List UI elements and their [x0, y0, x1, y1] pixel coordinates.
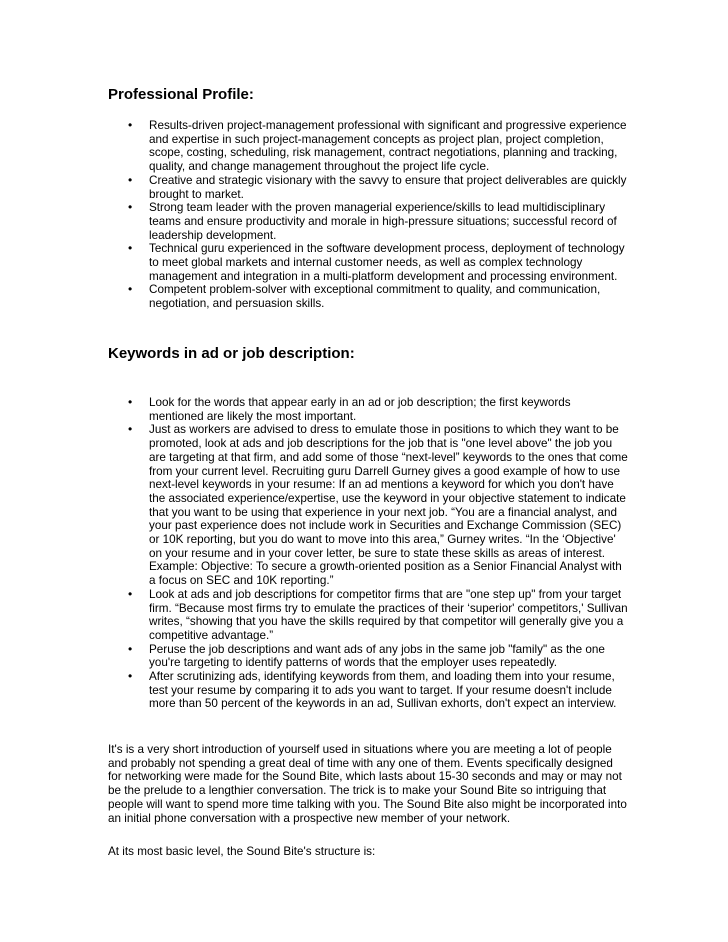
list-item [108, 174, 628, 201]
sound-bite-intro-paragraph: It's is a very short introduction of yourself used in situations where you are meeting a lot of people and probably not spending a great deal of time with any one of them. Events specifically designed for networking were made for the Sound Bite, which lasts about 15-30 seconds and may or may not be the prelude to a lengthier conversation. The trick is to make your Sound Bite so intriguing that people will want to spend more time talking with you. The Sound Bite also might be incorporated into an initial phone conversation with a prospective new member of your network. [108, 743, 627, 825]
list-item-text: Results-driven project-management professional with significant and progressive experience and expertise in such project-management concepts as project plan, project completion, scope, costing, scheduling, risk management, contract negotiations, planning and tracking, quality, and change management throughout the project life cycle. [149, 119, 627, 174]
list-item-text: Look for the words that appear early in an ad or job description; the first keywords mentioned are likely the most important. [149, 396, 571, 423]
list-item [108, 201, 628, 242]
bullet-icon: • [128, 172, 133, 187]
section-heading-keywords: Keywords in ad or job description: [108, 345, 355, 362]
list-item [108, 588, 628, 643]
bullet-icon: • [128, 395, 133, 409]
list-item-text: Just as workers are advised to dress to emulate those in positions to which they want to be promoted, look at ads and job descriptions for the job that is "one level above" the job you are targeting at that firm, and add some of those “next-level” keywords to the ones that come from your current level. Recruiting guru Darrell Gurney gives a good example of how to use next-level keywords in your resume: If an ad mentions a keyword for which you don't have the associated experience/expertise, use the keyword in your objective statement to indicate that you want to be using that experience in your next job. “You are a financial analyst, and your past experience does not include work in Securities and Exchange Commission (SEC) or 10K reporting, but you do want to move into this area,” Gurney writes. “In the ‘Objective' on your resume and in your cover letter, be sure to state these skills as areas of interest. Example: Objective: To secure a growth-oriented position as a Senior Financial Analyst with a focus on SEC and 10K reporting.” [149, 423, 628, 588]
bullet-icon: • [128, 282, 133, 297]
list-item-text: Look at ads and job descriptions for competitor firms that are "one step up" from your target firm. “Because most firms try to emulate the practices of their ‘superior' competitors,' Sullivan writes, “showing that you have the skills required by that competitor will generally give you a competitive advantage.” [149, 587, 628, 642]
sound-bite-structure-paragraph: At its most basic level, the Sound Bite's structure is: [108, 845, 376, 858]
list-item [108, 283, 628, 310]
bullet-icon: • [128, 422, 133, 437]
list-item-text: Technical guru experienced in the software development process, deployment of technology to meet global markets and internal customer needs, as well as complex technology management and integration in a multi-platform development and processing environment. [149, 242, 625, 283]
bullet-icon: • [128, 200, 133, 215]
professional-profile-list [108, 119, 628, 311]
list-item-text: Strong team leader with the proven managerial experience/skills to lead multidisciplinary teams and ensure productivity and morale in high-pressure situations; successful record of leadership development. [149, 201, 617, 242]
bullet-icon: • [128, 241, 133, 256]
bullet-icon: • [128, 669, 133, 684]
list-item [108, 423, 628, 587]
list-item-text: Creative and strategic visionary with the savvy to ensure that project deliverables are quickly brought to market. [149, 173, 627, 201]
bullet-icon: • [128, 118, 133, 132]
list-item [108, 396, 628, 423]
list-item-text: After scrutinizing ads, identifying keywords from them, and loading them into your resume, test your resume by comparing it to ads you want to target. If your resume doesn't include more than 50 percent of the keywords in an ad, Sullivan exhorts, don't expect an interview. [149, 670, 617, 711]
list-item-text: Peruse the job descriptions and want ads of any jobs in the same job "family" as the one you're targeting to identify patterns of words that the employer uses repeatedly. [149, 642, 605, 670]
bullet-icon: • [128, 586, 133, 601]
list-item [108, 670, 628, 711]
bullet-icon: • [128, 641, 133, 656]
keywords-list [108, 396, 628, 711]
section-heading-professional-profile: Professional Profile: [108, 86, 254, 103]
list-item [108, 643, 628, 670]
list-item [108, 242, 628, 283]
list-item [108, 119, 628, 174]
list-item-text: Competent problem-solver with exceptional commitment to quality, and communication, negotiation, and persuasion skills. [149, 283, 601, 311]
